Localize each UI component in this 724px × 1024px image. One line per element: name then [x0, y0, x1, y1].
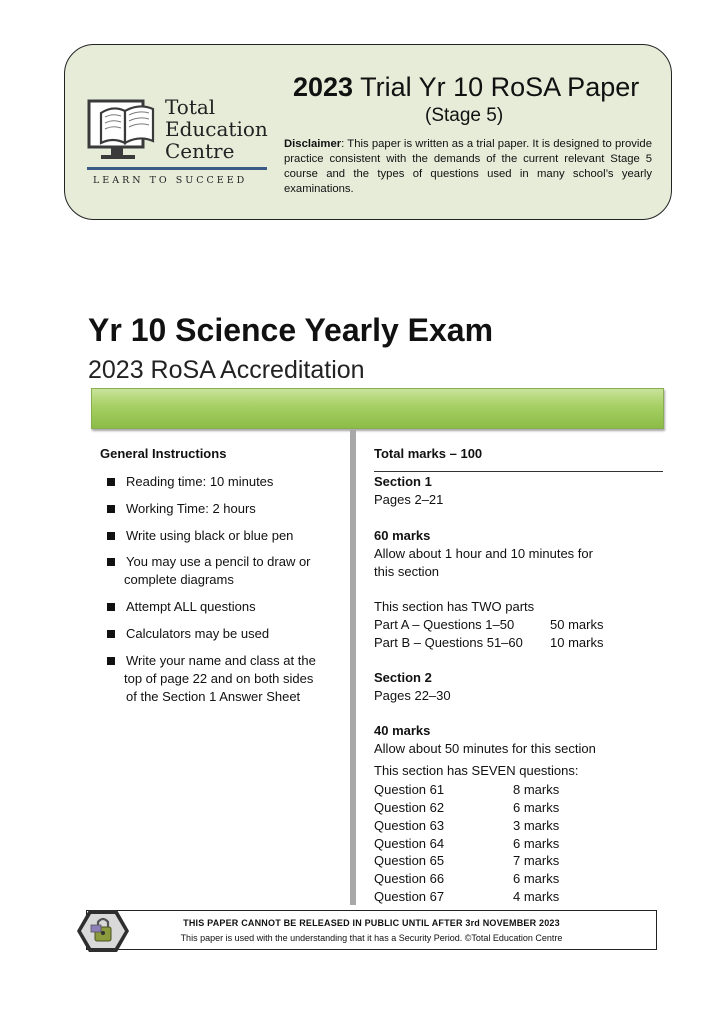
- bullet-square-icon: [107, 505, 115, 513]
- instruction-text: Working Time: 2 hours: [126, 501, 256, 516]
- open-book-monitor-icon: [87, 95, 163, 167]
- part-row-label: Part A – Questions 1–50: [374, 617, 515, 632]
- question-row-marks: 6 marks: [513, 800, 560, 815]
- paper-title: [293, 72, 639, 103]
- logo-rule: [87, 167, 267, 170]
- instruction-text: Write using black or blue pen: [126, 528, 294, 543]
- question-row-label: Question 67: [374, 889, 445, 904]
- section2-time: Allow about 50 minutes for this section: [374, 741, 596, 756]
- section1-time-line2: this section: [374, 564, 440, 579]
- question-row-label: Question 66: [374, 871, 445, 886]
- section2-pages: Pages 22–30: [374, 688, 451, 703]
- question-row-marks: 7 marks: [513, 853, 560, 868]
- logo-text-line3: Centre: [165, 139, 235, 163]
- logo: [87, 95, 267, 185]
- question-row-marks: 6 marks: [513, 836, 560, 851]
- section1-heading: Section 1: [374, 474, 432, 489]
- question-row-label: Question 61: [374, 782, 445, 797]
- column-divider: [350, 430, 356, 905]
- green-banner: [91, 388, 664, 429]
- disclaimer: [284, 137, 652, 197]
- part-row-label: Part B – Questions 51–60: [374, 635, 523, 650]
- instruction-text-cont: of the Section 1 Answer Sheet: [126, 689, 301, 704]
- part-row-marks: 10 marks: [550, 635, 604, 650]
- paper-title-rest: Trial Yr 10 RoSA Paper: [353, 72, 640, 102]
- question-row-marks: 8 marks: [513, 782, 560, 797]
- bullet-square-icon: [107, 478, 115, 486]
- instructions-heading: General Instructions: [100, 446, 227, 461]
- instructions-panel: [100, 445, 340, 704]
- question-row-marks: 6 marks: [513, 871, 560, 886]
- instruction-text: Reading time: 10 minutes: [126, 474, 274, 489]
- header-box: [64, 44, 672, 220]
- section2-marks: 40 marks: [374, 723, 431, 738]
- bullet-square-icon: [107, 630, 115, 638]
- question-row-marks: 4 marks: [513, 889, 560, 904]
- logo-text-line1: Total: [165, 95, 216, 119]
- total-marks-rule: [374, 471, 663, 472]
- instruction-text: Write your name and class at the: [126, 653, 316, 668]
- section1-time-line1: Allow about 1 hour and 10 minutes for: [374, 546, 593, 561]
- question-row-label: Question 63: [374, 818, 445, 833]
- footer-release-notice: THIS PAPER CANNOT BE RELEASED IN PUBLIC UNTIL AFTER 3rd NOVEMBER 2023: [183, 918, 560, 928]
- disclaimer-label: Disclaimer: [284, 138, 342, 150]
- bullet-square-icon: [107, 558, 115, 566]
- exam-title: Yr 10 Science Yearly Exam: [88, 312, 494, 348]
- instruction-text: Attempt ALL questions: [126, 599, 256, 614]
- section1-marks: 60 marks: [374, 528, 431, 543]
- part-row-marks: 50 marks: [550, 617, 604, 632]
- padlock-security-icon: [76, 908, 130, 954]
- section2-heading: Section 2: [374, 670, 432, 685]
- total-marks: Total marks – 100: [374, 446, 483, 461]
- logo-text-line2: Education: [165, 117, 268, 141]
- question-row-label: Question 62: [374, 800, 445, 815]
- instruction-text-cont: top of page 22 and on both sides: [124, 671, 314, 686]
- question-row-label: Question 64: [374, 836, 445, 851]
- section1-parts-intro: This section has TWO parts: [374, 599, 535, 614]
- instruction-text: Calculators may be used: [126, 626, 270, 641]
- instruction-text: You may use a pencil to draw or: [126, 554, 311, 569]
- security-footer: [86, 910, 657, 950]
- question-row-label: Question 65: [374, 853, 445, 868]
- disclaimer-text: : This paper is written as a trial paper. It is designed to provide practice consistent with the demands of the current relevant Stage 5 course and the types of questions used in many school’s yearly examinations.: [284, 138, 652, 195]
- footer-security-note: This paper is used with the understanding that it has a Security Period. ©Total Education Centre: [180, 933, 563, 943]
- exam-subtitle: 2023 RoSA Accreditation: [88, 356, 365, 384]
- instruction-text-cont: complete diagrams: [124, 572, 234, 587]
- bullet-square-icon: [107, 657, 115, 665]
- question-row-marks: 3 marks: [513, 818, 560, 833]
- logo-tagline: LEARN TO SUCCEED: [93, 175, 248, 186]
- section1-pages: Pages 2–21: [374, 492, 444, 507]
- bullet-square-icon: [107, 532, 115, 540]
- section2-questions-intro: This section has SEVEN questions:: [374, 763, 579, 778]
- bullet-square-icon: [107, 603, 115, 611]
- paper-year: 2023: [293, 72, 354, 102]
- paper-stage: (Stage 5): [425, 105, 504, 126]
